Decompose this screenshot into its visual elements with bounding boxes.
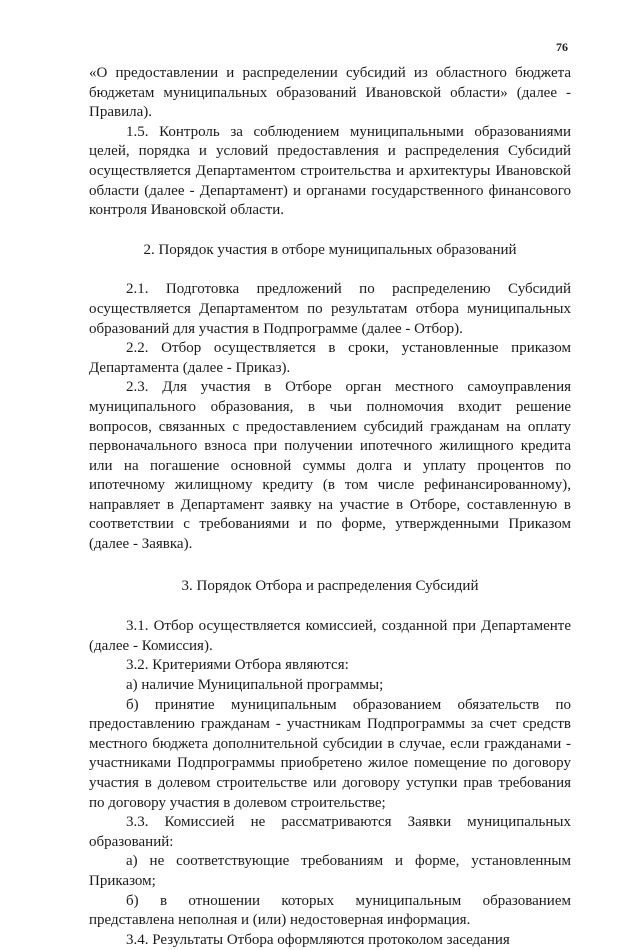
list-item-3-2-a: а) наличие Муниципальной программы; bbox=[126, 677, 384, 694]
paragraph-3-4: 3.4. Результаты Отбора оформляются протоколом заседания bbox=[126, 931, 510, 948]
section-2-heading: 2. Порядок участия в отборе муниципальных образований bbox=[143, 241, 517, 258]
list-item-3-2-b: б) принятие муниципальным образованием обязательств по предоставлению гражданам - участникам Подпрограммы за счет средств местного бюджета дополнительной субсидии в случае, если гражданами - участниками Подпрограммы приобретено жилое помещение по договору участия в долевом строительстве или договору уступки прав требования по договору участия в долевом строительстве; bbox=[89, 696, 571, 811]
paragraph-3-1: 3.1. Отбор осуществляется комиссией, созданной при Департаменте (далее - Комиссия). bbox=[89, 618, 571, 654]
paragraph-2-1: 2.1. Подготовка предложений по распределению Субсидий осуществляется Департаментом по результатам отбора муниципальных образований для участия в Подпрограмме (далее - Отбор). bbox=[89, 281, 571, 337]
paragraph-intro: «О предоставлении и распределении субсидий из областного бюджета бюджетам муниципальных образований Ивановской области» (далее - Правила). bbox=[89, 65, 571, 121]
paragraph-2-3: 2.3. Для участия в Отборе орган местного самоуправления муниципального образования, в чьи полномочия входит решение вопросов, связанных с предоставлением субсидий гражданам на оплату первоначального взноса при получении ипотечного жилищного кредита или на погашение основной суммы долга и уплату процентов по ипотечному жилищному кредиту (в том числе рефинансированному), направляет в Департамент заявку на участие в Отборе, составленную в соответствии с требованиями и по форме, утвержденными Приказом (далее - Заявка). bbox=[89, 379, 571, 553]
section-3-heading: 3. Порядок Отбора и распределения Субсидий bbox=[181, 577, 479, 594]
page-number: 76 bbox=[556, 40, 568, 54]
document-body bbox=[89, 64, 571, 950]
paragraph-3-3: 3.3. Комиссией не рассматриваются Заявки муниципальных образований: bbox=[89, 814, 571, 850]
paragraph-1-5: 1.5. Контроль за соблюдением муниципальными образованиями целей, порядка и условий предоставления и распределения Субсидий осуществляется Департаментом строительства и архитектуры Ивановской области (далее - Департамент) и органами государственного финансового контроля Ивановской области. bbox=[89, 123, 571, 219]
list-item-3-3-b: б) в отношении которых муниципальным образованием представлена неполная и (или) недостоверная информация. bbox=[89, 892, 571, 929]
paragraph-2-2: 2.2. Отбор осуществляется в сроки, установленные приказом Департамента (далее - Приказ). bbox=[89, 340, 571, 376]
paragraph-3-2: 3.2. Критериями Отбора являются: bbox=[126, 657, 349, 674]
list-item-3-3-a: а) не соответствующие требованиям и форме, установленным Приказом; bbox=[89, 853, 571, 889]
